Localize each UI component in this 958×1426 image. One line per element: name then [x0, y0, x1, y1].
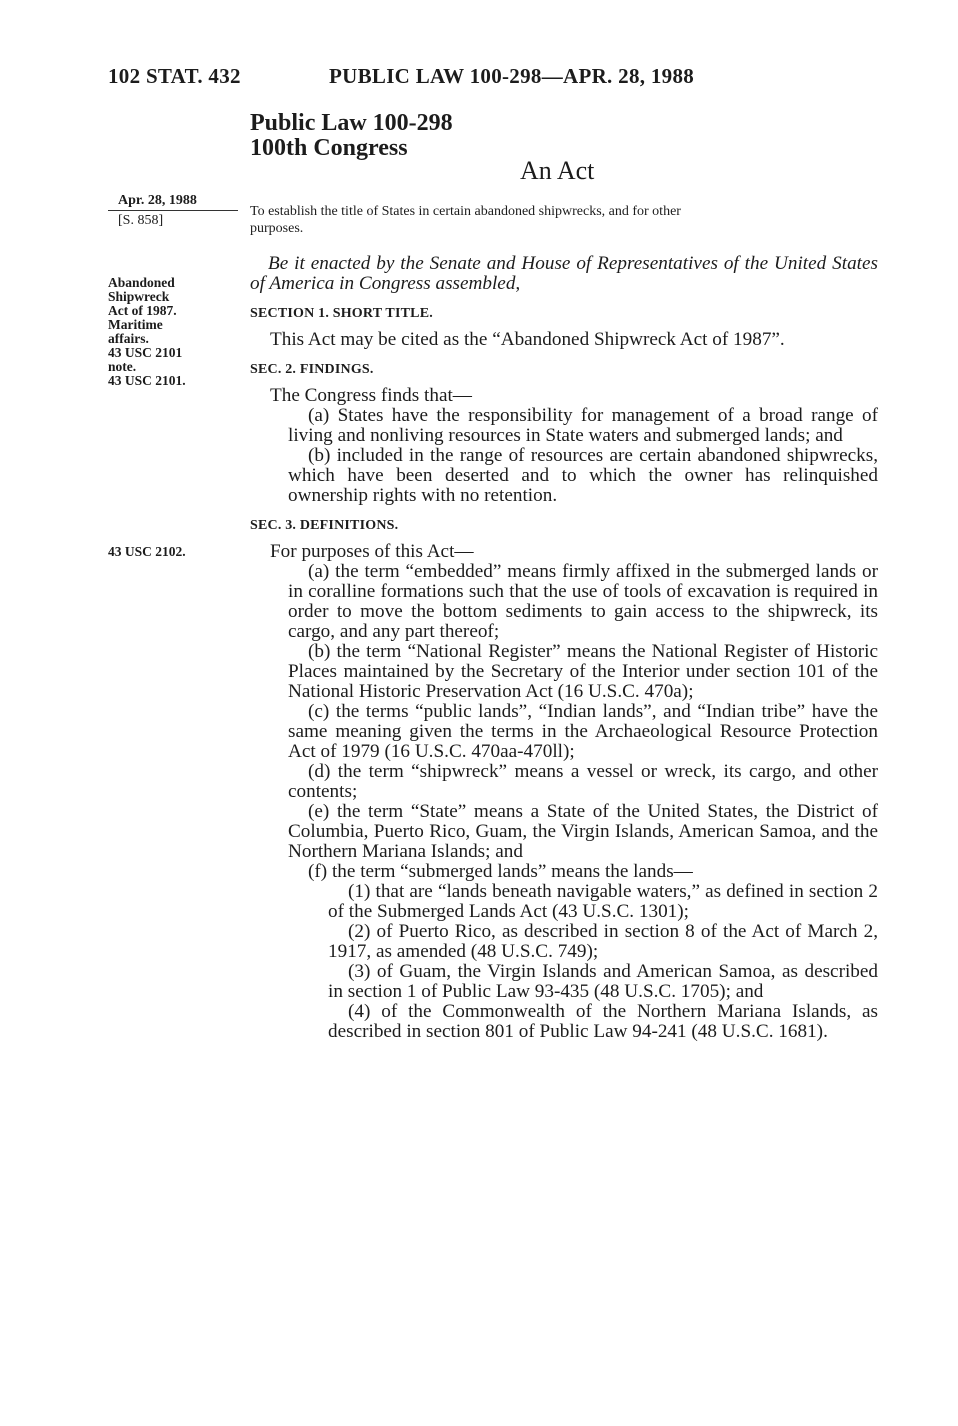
bill-number: [S. 858] — [118, 213, 164, 228]
margin-note: Act of 1987. — [108, 303, 177, 318]
definition-e: (e) the term “State” means a State of the United States, the District of Columbia, Puerto Rico, Guam, the Virgin Islands, American Samoa, and the Northern Mariana Islands; and — [288, 801, 878, 862]
definition-c: (c) the terms “public lands”, “Indian lands”, and “Indian tribe” have the same meaning given the terms in the Archaeological Resource Protection Act of 1979 (16 U.S.C. 470aa-470ll); — [288, 701, 878, 762]
act-body — [250, 254, 878, 1042]
margin-note: 43 USC 2101 — [108, 345, 183, 360]
page-stat-citation: 102 STAT. 432 — [108, 64, 241, 88]
congress-title: 100th Congress — [250, 135, 408, 161]
margin-note: Maritime — [108, 317, 163, 332]
margin-note-sec3: 43 USC 2102. — [108, 544, 186, 559]
definition-d: (d) the term “shipwreck” means a vessel or wreck, its cargo, and other contents; — [288, 761, 878, 802]
margin-notes — [108, 276, 233, 388]
definition-f-4: (4) of the Commonwealth of the Northern Mariana Islands, as described in section 801 of Public Law 94-241 (48 U.S.C. 1681). — [328, 1001, 878, 1042]
enacting-clause: Be it enacted by the Senate and House of Representatives of the United States of America in Congress assembled, — [250, 253, 878, 294]
finding-a: (a) States have the responsibility for management of a broad range of living and nonliving resources in State waters and submerged lands; and — [288, 405, 878, 446]
margin-note: note. — [108, 359, 137, 374]
margin-note: affairs. — [108, 331, 149, 346]
margin-note: Abandoned — [108, 275, 175, 290]
section-3-heading: SEC. 3. DEFINITIONS. — [250, 518, 399, 533]
margin-note: Shipwreck — [108, 289, 170, 304]
section-1-text: This Act may be cited as the “Abandoned Shipwreck Act of 1987”. — [270, 329, 785, 350]
enactment-date: Apr. 28, 1988 — [108, 193, 238, 211]
margin-note: 43 USC 2101. — [108, 373, 186, 388]
definition-f-3: (3) of Guam, the Virgin Islands and American Samoa, as described in section 1 of Public Law 93-435 (48 U.S.C. 1705); and — [328, 961, 878, 1002]
definition-f: (f) the term “submerged lands” means the lands— — [308, 861, 693, 882]
section-1-heading: SECTION 1. SHORT TITLE. — [250, 306, 433, 321]
definition-f-2: (2) of Puerto Rico, as described in section 8 of the Act of March 2, 1917, as amended (48 U.S.C. 749); — [328, 921, 878, 962]
running-header: PUBLIC LAW 100-298—APR. 28, 1988 — [329, 64, 695, 88]
definition-b: (b) the term “National Register” means the National Register of Historic Places maintained by the Secretary of the Interior under section 101 of the National Historic Preservation Act (16 U.S.C. 470a); — [288, 641, 878, 702]
public-law-title: Public Law 100-298 — [250, 110, 453, 136]
section-2-heading: SEC. 2. FINDINGS. — [250, 362, 374, 377]
dateline — [108, 193, 233, 229]
purpose-line-2: purposes. — [250, 221, 304, 236]
section-2-intro: The Congress finds that— — [270, 385, 472, 406]
definition-f-1: (1) that are “lands beneath navigable waters,” as defined in section 2 of the Submerged Lands Act (43 U.S.C. 1301); — [328, 881, 878, 922]
section-3-intro: For purposes of this Act— — [270, 541, 474, 562]
purpose-statement — [250, 203, 878, 237]
an-act-heading: An Act — [520, 156, 595, 185]
finding-b: (b) included in the range of resources are certain abandoned shipwrecks, which have been deserted and to which the owner has relinquished ownership rights with no retention. — [288, 445, 878, 506]
definition-a: (a) the term “embedded” means firmly affixed in the submerged lands or in coralline formations such that the use of tools of excavation is required in order to move the bottom sediments to gain access to the shipwreck, its cargo, and any part thereof; — [288, 561, 878, 642]
purpose-line-1: To establish the title of States in certain abandoned shipwrecks, and for other — [250, 204, 681, 219]
